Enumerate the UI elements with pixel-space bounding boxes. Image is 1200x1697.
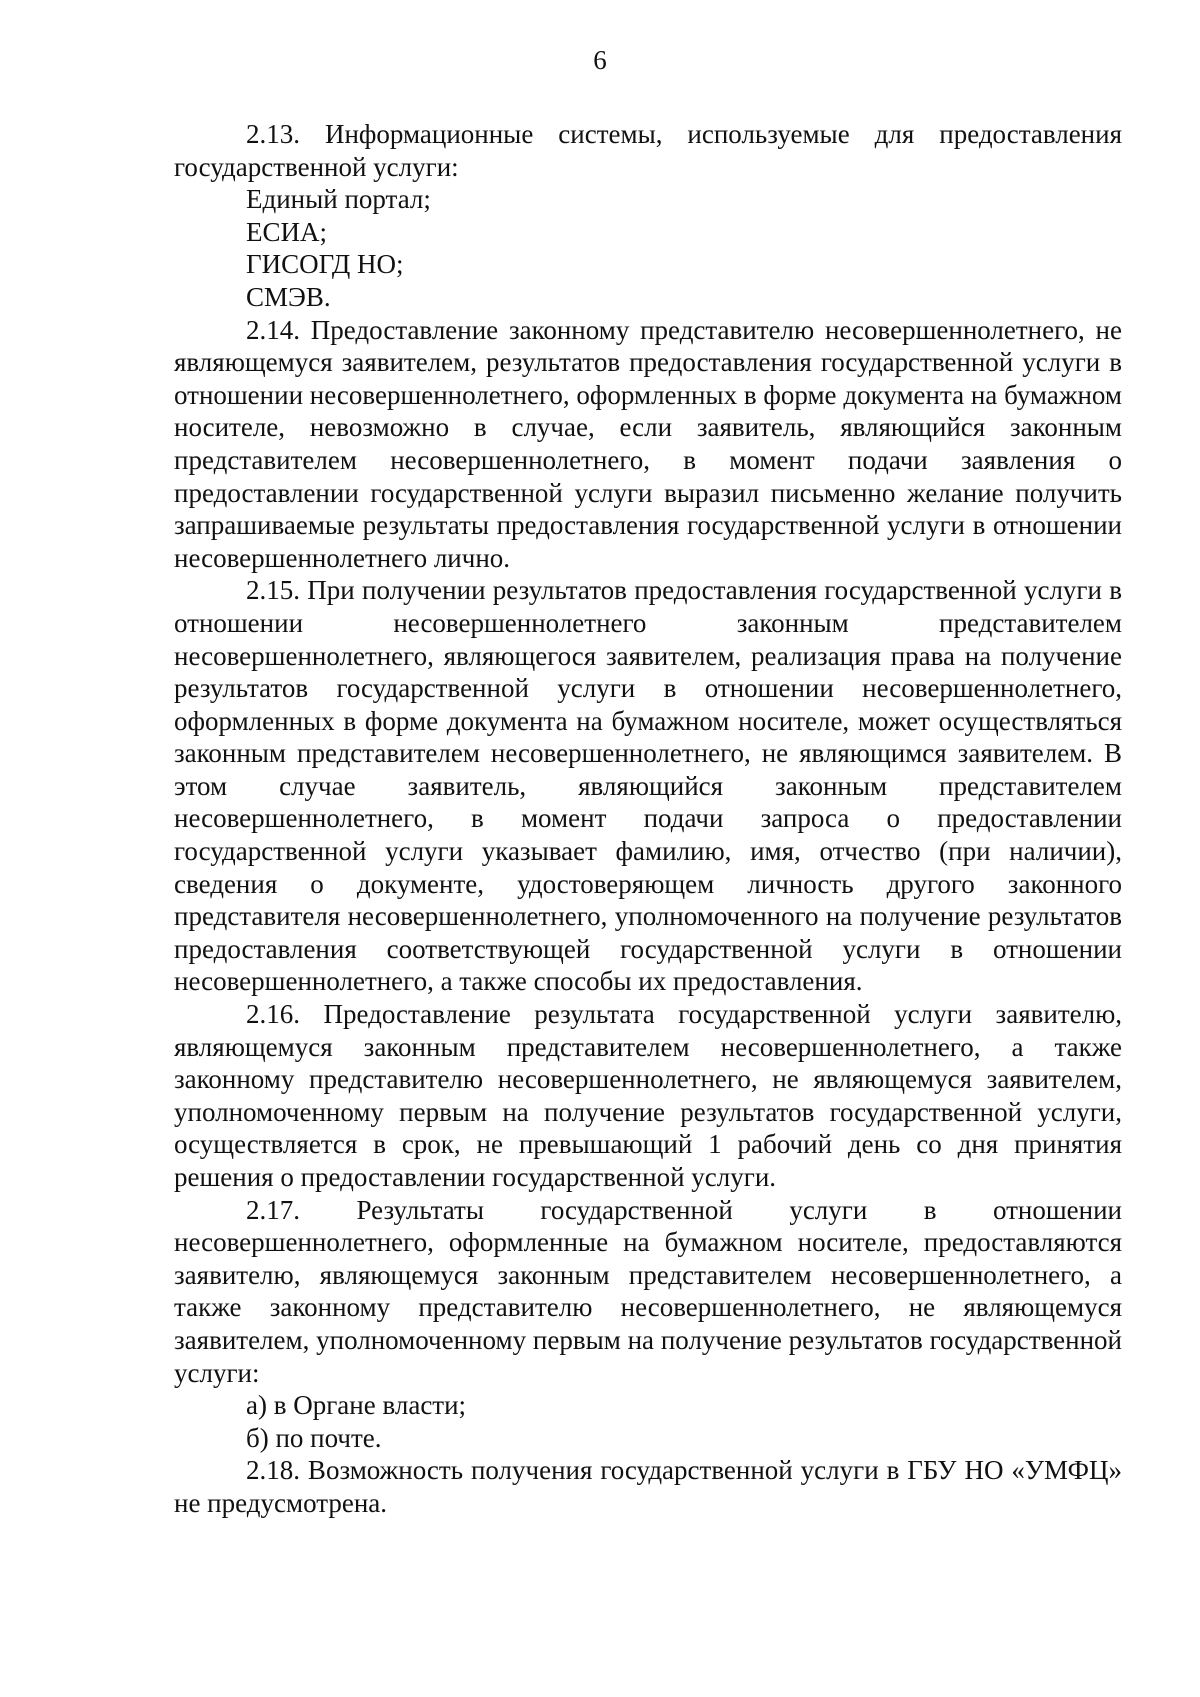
list-item-unified-portal: Единый портал; — [246, 184, 431, 215]
paragraph-2-15: 2.15. При получении результатов предоставления государственной услуги в отношении несовершеннолетнего законным представителем несовершеннолетнего, являющегося заявителем, реализация права на получение результатов государственной услуги в отношении несовершеннолетнего, оформленных в форме документа на бумажном носителе, может осуществляться законным представителем несовершеннолетнего, не являющимся заявителем. В этом случае заявитель, являющийся законным представителем несовершеннолетнего, в момент подачи запроса о предоставлении государственной услуги указывает фамилию, имя, отчество (при наличии), сведения о документе, удостоверяющем личность другого законного представителя несовершеннолетнего, уполномоченного на получение результатов предоставления соответствующей государственной услуги в отношении несовершеннолетнего, а также способы их предоставления. — [174, 575, 1122, 997]
list-item-smev: СМЭВ. — [246, 281, 331, 312]
list-item-gisogd: ГИСОГД НО; — [246, 249, 404, 280]
list-item-authority: а) в Органе власти; — [246, 1390, 467, 1421]
page-number: 6 — [593, 45, 607, 75]
paragraph-2-17: 2.17. Результаты государственной услуги в отношении несовершеннолетнего, оформленные на бумажном носителе, предоставляются заявителю, являющемуся законным представителем несовершеннолетнего, а также законному представителю несовершеннолетнего, не являющемуся заявителем, уполномоченному первым на получение результатов государственной услуги: — [174, 1194, 1122, 1388]
list-item-post: б) по почте. — [246, 1422, 382, 1453]
document-body — [174, 118, 1122, 1520]
paragraph-2-18: 2.18. Возможность получения государственной услуги в ГБУ НО «УМФЦ» не предусмотрена. — [174, 1455, 1122, 1518]
paragraph-2-16: 2.16. Предоставление результата государственной услуги заявителю, являющемуся законным представителем несовершеннолетнего, а также законному представителю несовершеннолетнего, не являющемуся заявителем, уполномоченному первым на получение результатов государственной услуги, осуществляется в срок, не превышающий 1 рабочий день со дня принятия решения о предоставлении государственной услуги. — [174, 999, 1122, 1192]
paragraph-2-14: 2.14. Предоставление законному представителю несовершеннолетнего, не являющемуся заявителем, результатов предоставления государственной услуги в отношении несовершеннолетнего, оформленных в форме документа на бумажном носителе, невозможно в случае, если заявитель, являющийся законным представителем несовершеннолетнего, в момент подачи заявления о предоставлении государственной услуги выразил письменно желание получить запрашиваемые результаты предоставления государственной услуги в отношении несовершеннолетнего лично. — [174, 314, 1122, 573]
paragraph-2-13: 2.13. Информационные системы, используемые для предоставления государственной услуги: — [174, 119, 1122, 182]
list-item-esia: ЕСИА; — [246, 216, 327, 247]
